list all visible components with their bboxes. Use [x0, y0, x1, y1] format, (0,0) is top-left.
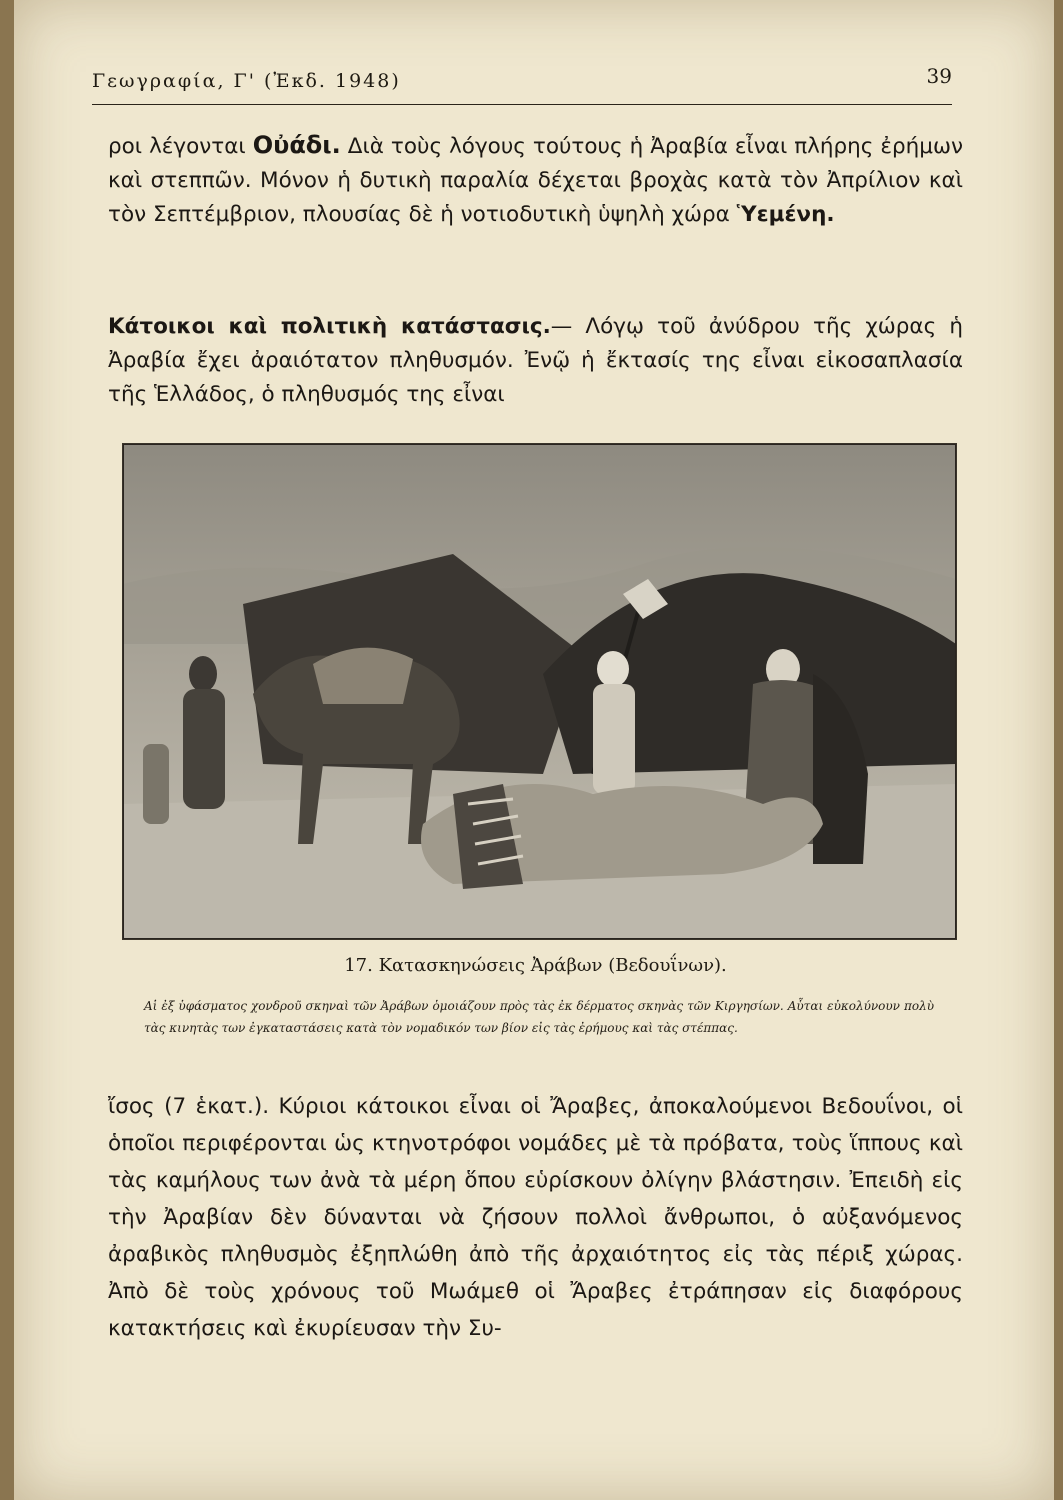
- p2-text: — Λόγῳ τοῦ ἀνύδρου τῆς χώρας ἡ Ἀραβία ἔχει ἀραιότατον πληθυσμόν. Ἐνῷ ἡ ἔκτασίς της εἶναι εἰκοσαπλασία τῆς Ἑλλάδος, ὁ πληθυσμός της εἶναι: [108, 314, 963, 407]
- page-number: 39: [926, 64, 952, 88]
- section-heading: Κάτοικοι καὶ πολιτικὴ κατάστασις.: [108, 314, 551, 339]
- p1-text-a: ροι λέγονται: [108, 134, 253, 159]
- bedouin-camp-photo: [122, 443, 957, 940]
- term-ouadi: Οὐάδι.: [252, 131, 341, 159]
- figure-note: Αἱ ἐξ ὑφάσματος χονδροῦ σκηναὶ τῶν Ἀράβων ὁμοιάζουν πρὸς τὰς ἐκ δέρματος σκηνὰς τῶν Κιργησίων. Αὗται εὐκολύνουν πολὺ τὰς κινητὰς των ἐγκαταστάσεις κατὰ τὸν νομαδικόν των βίον εἰς τὰς ἐρήμους καὶ τὰς στέππας.: [144, 999, 934, 1035]
- book-page: [14, 0, 1054, 1500]
- paragraph-inhabitants: [108, 310, 963, 412]
- term-yemen: Ὑεμένη.: [736, 202, 835, 227]
- running-head-title: Γεωγραφία, Γ' (Ἐκδ. 1948): [92, 70, 401, 92]
- paragraph-climate: [108, 128, 963, 232]
- p1-text-b: Διὰ τοὺς λόγους τούτους ἡ Ἀραβία εἶναι πλήρης ἐρήμων καὶ στεππῶν. Μόνον ἡ δυτικὴ παραλία δέχεται βροχὰς κατὰ τὸν Ἀπρίλιον καὶ τὸν Σεπτέμβριον, πλουσίας δὲ ἡ νοτιοδυτικὴ ὑψηλὴ χώρα: [108, 134, 964, 227]
- paragraph-bedouins: ἴσος (7 ἑκατ.). Κύριοι κάτοικοι εἶναι οἱ Ἄραβες, ἀποκαλούμενοι Βεδουΐνοι, οἱ ὁποῖοι περιφέρονται ὡς κτηνοτρόφοι νομάδες μὲ τὰ πρόβατα, τοὺς ἵππους καὶ τὰς καμήλους των ἀνὰ τὰ μέρη ὅπου εὑρίσκουν ὀλίγην βλάστησιν. Ἐπειδὴ εἰς τὴν Ἀραβίαν δὲν δύνανται νὰ ζήσουν πολλοὶ ἄνθρωποι, ὁ αὐξανόμενος ἀραβικὸς πληθυσμὸς ἐξηπλώθη ἀπὸ τῆς ἀρχαιότητος εἰς τὰς πέριξ χώρας. Ἀπὸ δὲ τοὺς χρόνους τοῦ Μωάμεθ οἱ Ἄραβες ἐτράπησαν εἰς διαφόρους κατακτήσεις καὶ ἐκυρίευσαν τὴν Συ-: [108, 1094, 963, 1341]
- running-head: [92, 64, 952, 105]
- figure-caption: 17. Κατασκηνώσεις Ἀράβων (Βεδουΐνων).: [344, 955, 727, 976]
